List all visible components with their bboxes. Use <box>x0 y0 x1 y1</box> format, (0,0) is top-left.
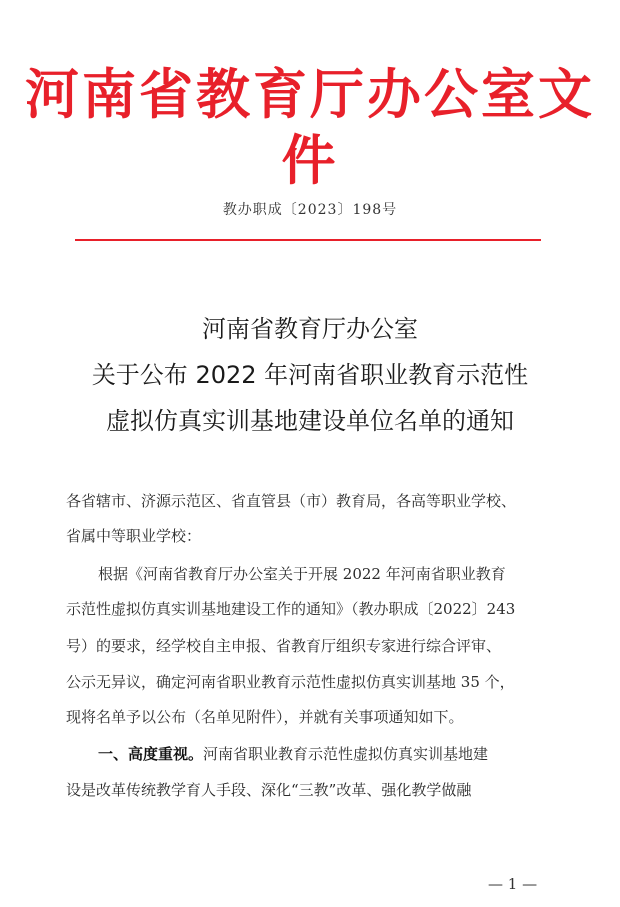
title-line-2-prefix: 关于公布 <box>91 361 196 389</box>
page-number: — 1 — <box>488 875 538 893</box>
title-line-3: 虚拟仿真实训基地建设单位名单的通知 <box>106 407 514 435</box>
paragraph-1-line-1: 根据《河南省教育厅办公室关于开展 2022 年河南省职业教育 <box>98 565 506 583</box>
title-line-2 <box>0 358 620 392</box>
section-1-heading: 一、高度重视。 <box>98 745 204 763</box>
paragraph-1-line-5: 现将名单予以公布（名单见附件），并就有关事项通知如下。 <box>66 708 464 726</box>
title-line-2-suffix: 年河南省职业教育示范性 <box>256 361 529 389</box>
document-masthead: 河南省教育厅办公室文件 <box>25 63 595 192</box>
title-line-1: 河南省教育厅办公室 <box>202 315 418 343</box>
addressee-line-1: 各省辖市、济源示范区、省直管县（市）教育局，各高等职业学校、 <box>66 492 517 510</box>
paragraph-1-line-2: 示范性虚拟仿真实训基地建设工作的通知》（教办职成〔2022〕243 <box>66 600 516 618</box>
section-1-text: 河南省职业教育示范性虚拟仿真实训基地建 <box>203 745 489 763</box>
paragraph-1-line-3: 号）的要求，经学校自主申报、省教育厅组织专家进行综合评审、 <box>66 637 502 655</box>
title-year: 2022 <box>195 361 257 389</box>
red-divider-line <box>75 239 541 241</box>
section-1-line-2: 设是改革传统教学育人手段、深化“三教”改革、强化教学做融 <box>66 781 472 799</box>
section-1-line-1 <box>98 743 488 765</box>
addressee-line-2: 省属中等职业学校： <box>66 527 202 545</box>
paragraph-1-line-4: 公示无异议，确定河南省职业教育示范性虚拟仿真实训基地 35 个， <box>66 673 515 691</box>
document-number: 教办职成〔2023〕198号 <box>222 202 398 218</box>
